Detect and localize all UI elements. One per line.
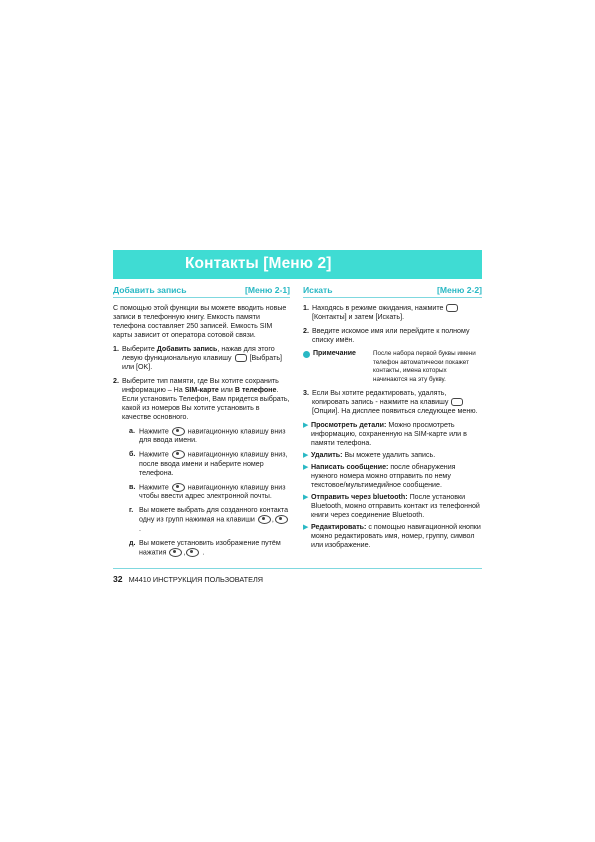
footer-title: M4410 ИНСТРУКЦИЯ ПОЛЬЗОВАТЕЛЯ <box>128 575 264 584</box>
left-step-1: 1. Выберите Добавить запись, нажав для этого левую функциональную клавишу [Выбрать] или [OK]. <box>113 345 283 371</box>
note-icon <box>303 351 310 358</box>
bullet-item: ▶ Просмотреть детали: Можно просмотреть информацию, сохраненную на SIM-карте или в памяти телефона. <box>303 421 467 447</box>
nav-key-icon <box>172 483 185 492</box>
left-step-2: 2. Выберите тип памяти, где Вы хотите сохранить информацию – На SIM-карте или В телефоне. Если установить Телефон, Вам придется выбрать, какой из номеров Вы хотите установить в качестве основного. <box>113 377 290 421</box>
page-footer <box>113 574 263 584</box>
right-step-1: 1. Находясь в режиме ожидания, нажмите [Контакты] и затем [Искать]. <box>303 304 482 322</box>
bullet-item: ▶ Редактировать: с помощью навигационной кнопки можно редактировать имя, номер, группу, символ или изображение. <box>303 523 481 549</box>
nav-right-key-icon <box>186 548 199 557</box>
bullet-item: ▶ Удалить: Вы можете удалить запись. <box>303 451 436 459</box>
left-intro: С помощью этой функции вы можете вводить новые записи в телефонную книгу. Емкость памяти телефона составляет 250 записей. Емкость SIM карты зависит от оператора сотовой связи. <box>113 304 287 339</box>
triangle-bullet-icon: ▶ <box>303 494 309 501</box>
section-banner <box>113 250 482 279</box>
left-menu-ref: [Меню 2-1] <box>245 285 290 295</box>
triangle-bullet-icon: ▶ <box>303 422 309 429</box>
left-substep-c: в. Нажмите навигационную клавишу вниз чтобы ввести адрес электронной почты. <box>129 482 286 501</box>
triangle-bullet-icon: ▶ <box>303 524 309 531</box>
right-step-2: 2. Введите искомое имя или перейдите к полному списку имён. <box>303 327 470 344</box>
left-substep-b: б. Нажмите навигационную клавишу вниз, после ввода имени и наберите номер телефона. <box>129 450 288 477</box>
right-step-3: 3. Если Вы хотите редактировать, удалять, копировать запись - нажмите на клавишу [Опции]. На дисплее появиться следующее меню. <box>303 389 478 415</box>
note-label: Примечание <box>313 350 356 357</box>
note-block <box>303 350 482 384</box>
nav-left-key-icon <box>258 515 271 524</box>
left-substep-d: г. Вы можете выбрать для созданного контакта одну из групп нажимая на клавиши , . <box>129 506 289 533</box>
left-column <box>113 283 290 562</box>
footer-divider <box>113 568 482 569</box>
right-heading-title: Искать <box>303 285 333 295</box>
left-heading-title: Добавить запись <box>113 285 187 295</box>
bullet-item: ▶ Написать сообщение: после обнаружения нужного номера можно отправить по нему текстовое/мультимедийное сообщение. <box>303 463 456 489</box>
nav-right-key-icon <box>275 515 288 524</box>
left-substep-e: д. Вы можете установить изображение путём нажатия , . <box>129 538 281 556</box>
bullet-item: ▶ Отправить через bluetooth: После установки Bluetooth, можно отправить контакт из телефонной книги через соединение Bluetooth. <box>303 493 480 519</box>
right-menu-ref: [Меню 2-2] <box>437 285 482 295</box>
right-column <box>303 283 482 553</box>
right-softkey-icon <box>446 304 458 312</box>
left-softkey-icon <box>235 354 247 362</box>
triangle-bullet-icon: ▶ <box>303 464 309 471</box>
nav-key-icon <box>172 427 185 436</box>
right-section-heading <box>303 283 482 298</box>
banner-title: Контакты [Меню 2] <box>185 255 332 272</box>
nav-key-icon <box>172 450 185 459</box>
left-section-heading <box>113 283 290 298</box>
page-number: 32 <box>113 574 123 584</box>
left-substep-a: а. Нажмите навигационную клавишу вниз для ввода имени. <box>129 427 286 445</box>
nav-left-key-icon <box>169 548 182 557</box>
triangle-bullet-icon: ▶ <box>303 452 309 459</box>
note-text: После набора первой буквы имени телефон автоматически покажет контакты, имена которых начинаются на эту букву. <box>373 350 476 383</box>
left-softkey-icon <box>451 398 463 406</box>
